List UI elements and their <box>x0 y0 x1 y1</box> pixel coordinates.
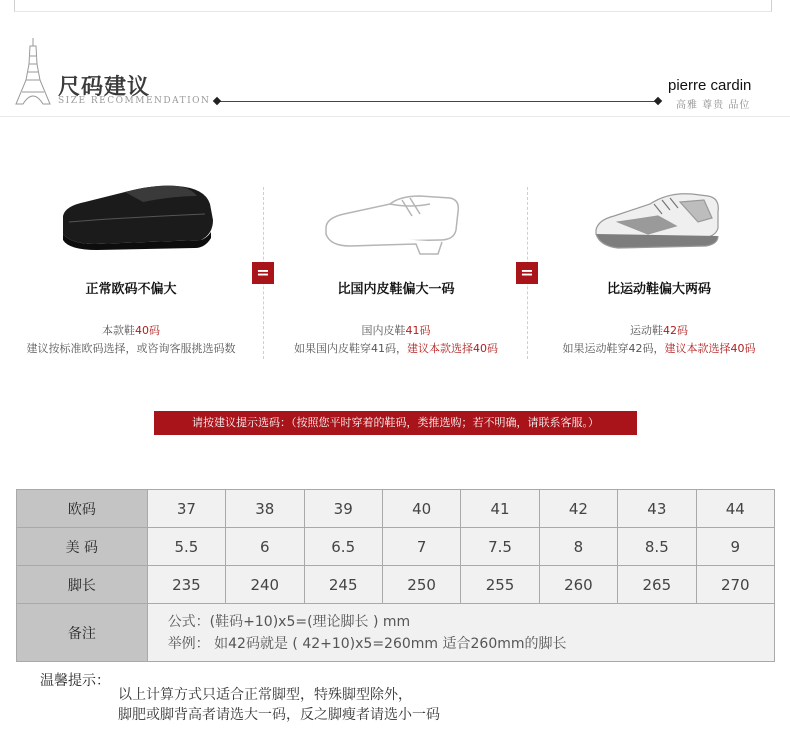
table-cell: 260 <box>539 566 617 604</box>
panel-3-advice-red: 建议本款选择40码 <box>664 342 756 355</box>
table-row <box>17 490 775 528</box>
table-cell: 255 <box>461 566 539 604</box>
divider-diamond-right <box>654 97 662 105</box>
table-cell: 7 <box>382 528 460 566</box>
panel-3-size <box>524 322 790 338</box>
panel-1-size <box>0 322 266 338</box>
table-cell: 43 <box>618 490 696 528</box>
table-row-note <box>17 604 775 662</box>
leather-shoe-sketch <box>320 182 490 262</box>
black-loafer-image <box>55 178 225 258</box>
table-cell: 44 <box>696 490 774 528</box>
header-divider <box>218 101 658 102</box>
formula-text: 公式：(鞋码+10)x5=(理论脚长 ) mm <box>167 613 411 630</box>
panel-2-title: 比国内皮鞋偏大一码 <box>337 282 455 297</box>
panel-1-advice <box>0 340 266 356</box>
panel-3-size-value: 42码 <box>663 324 688 337</box>
panel-2-size <box>261 322 531 338</box>
table-cell: 7.5 <box>461 528 539 566</box>
table-cell: 39 <box>304 490 382 528</box>
row-header-eu: 欧码 <box>17 490 148 528</box>
row-header-us: 美 码 <box>17 528 148 566</box>
table-cell: 41 <box>461 490 539 528</box>
table-row <box>17 528 775 566</box>
sneaker-image <box>588 182 758 262</box>
panel-1-advice-text: 建议按标准欧码选择，或咨询客服挑选码数 <box>26 342 236 355</box>
equals-badge: = <box>252 262 274 284</box>
table-cell: 42 <box>539 490 617 528</box>
eiffel-tower-icon <box>10 36 56 106</box>
table-cell: 9 <box>696 528 774 566</box>
panel-2-advice-red: 建议本款选择40码 <box>407 342 498 355</box>
panel-1-size-value: 40码 <box>135 324 160 337</box>
table-cell: 37 <box>147 490 225 528</box>
table-cell: 250 <box>382 566 460 604</box>
panel-3-title: 比运动鞋偏大两码 <box>606 282 711 297</box>
note-cell <box>147 604 774 662</box>
section-subtitle: SIZE RECOMMENDATION <box>58 96 211 106</box>
panel-2-size-prefix: 国内皮鞋 <box>361 324 406 337</box>
size-advice-banner: 请按建议提示选码：（按照您平时穿着的鞋码，类推选购；若不明确，请联系客服。） <box>154 411 637 435</box>
table-cell: 8.5 <box>618 528 696 566</box>
tips-line-1: 以上计算方式只适合正常脚型，特殊脚型除外， <box>118 687 412 703</box>
table-cell: 38 <box>226 490 304 528</box>
section-title: 尺码建议 <box>58 75 151 100</box>
table-cell: 8 <box>539 528 617 566</box>
size-chart-table <box>16 489 775 662</box>
tips-label: 温馨提示： <box>40 673 110 689</box>
table-cell: 5.5 <box>147 528 225 566</box>
table-cell: 6.5 <box>304 528 382 566</box>
table-cell: 235 <box>147 566 225 604</box>
panel-1-size-prefix: 本款鞋 <box>102 324 135 337</box>
header-bottom-line <box>0 116 790 117</box>
panel-2-size-value: 41码 <box>405 324 431 337</box>
panel-2-advice-text: 如果国内皮鞋穿41码， <box>294 342 407 355</box>
table-cell: 6 <box>226 528 304 566</box>
table-cell: 265 <box>618 566 696 604</box>
panel-2-advice <box>261 340 531 356</box>
table-row <box>17 566 775 604</box>
panel-1-title: 正常欧码不偏大 <box>85 282 177 297</box>
table-cell: 245 <box>304 566 382 604</box>
brand-tagline: 高雅 尊贵 品位 <box>676 100 751 111</box>
divider-diamond-left <box>213 97 221 105</box>
panel-3-size-prefix: 运动鞋 <box>630 324 663 337</box>
table-cell: 40 <box>382 490 460 528</box>
example-text: 举例： 如42码就是 ( 42+10)x5=260mm 适合260mm的脚长 <box>167 635 567 652</box>
brand-logo: pierre cardin <box>668 77 752 94</box>
tips-line-2: 脚肥或脚背高者请选大一码，反之脚瘦者请选小一码 <box>118 707 440 723</box>
table-cell: 270 <box>696 566 774 604</box>
table-cell: 240 <box>226 566 304 604</box>
row-header-note: 备注 <box>17 604 148 662</box>
equals-badge: = <box>516 262 538 284</box>
row-header-foot-length: 脚长 <box>17 566 148 604</box>
panel-3-advice-text: 如果运动鞋穿42码， <box>562 342 665 355</box>
panel-3-advice <box>524 340 790 356</box>
top-frame-decoration <box>14 0 772 12</box>
